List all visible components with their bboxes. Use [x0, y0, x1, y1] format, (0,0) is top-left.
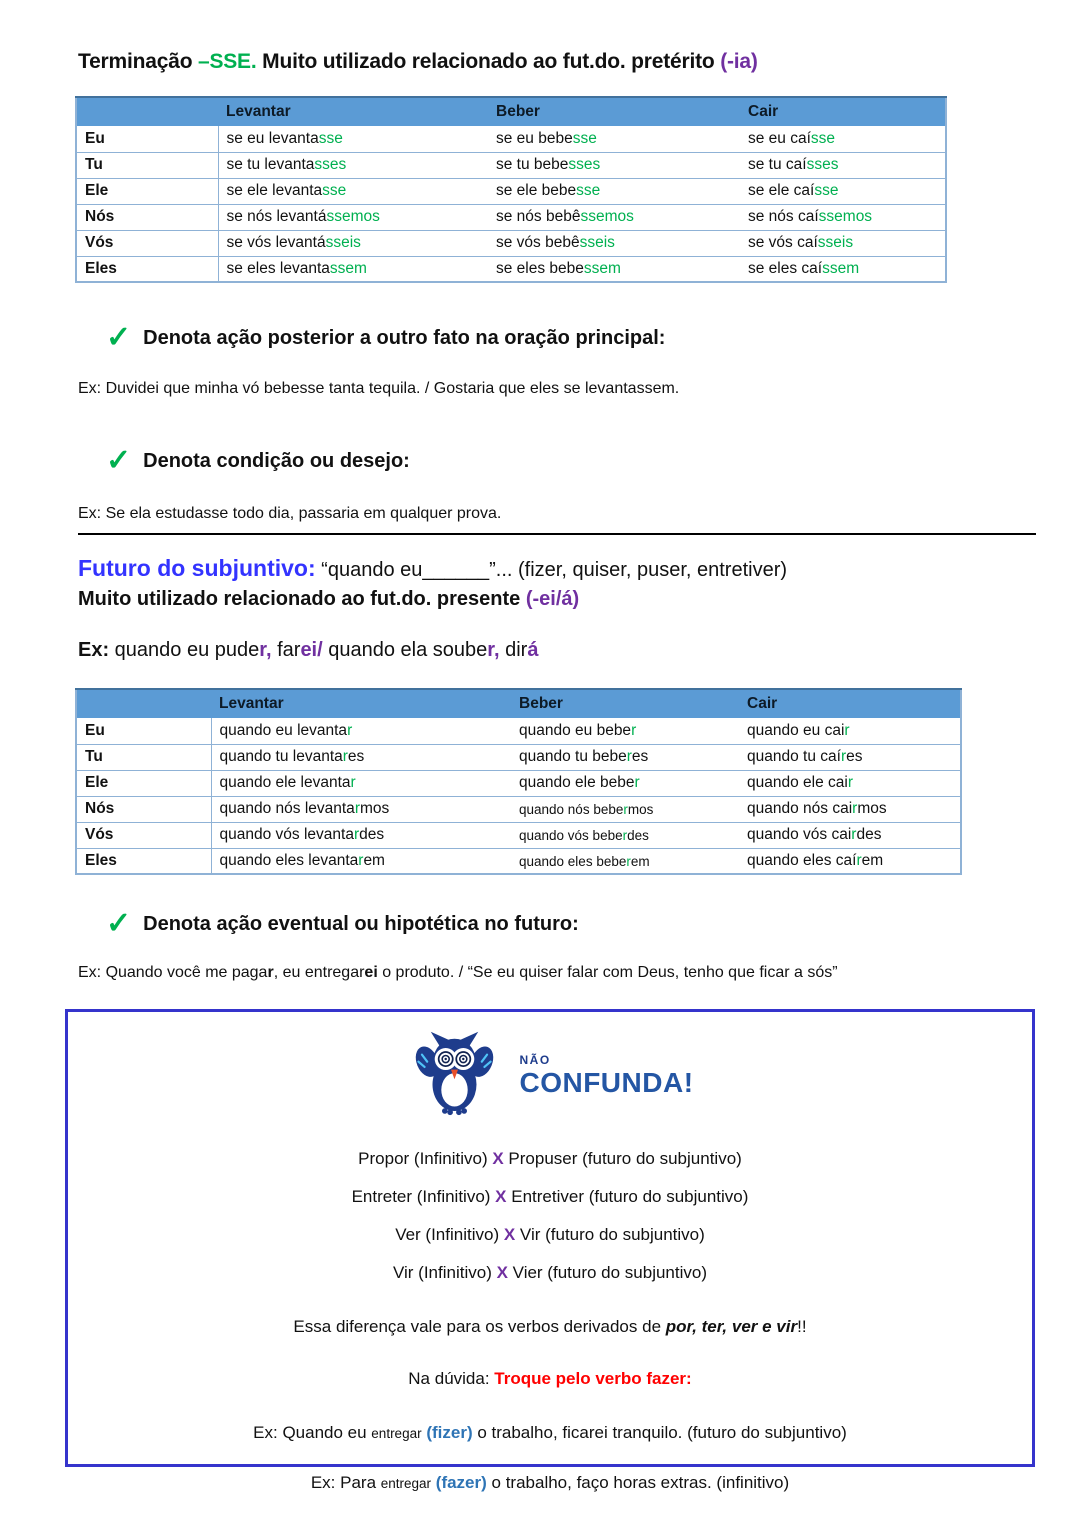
text-run: Ex: Quando você me paga: [78, 964, 268, 982]
text-run: ssem: [329, 259, 367, 277]
text-run: r: [840, 748, 847, 766]
futuro-conjugation-table: [75, 688, 960, 875]
text-run: !!: [797, 1316, 807, 1336]
text-run: ei: [364, 964, 378, 982]
example-sentence-3: [78, 639, 1080, 662]
text-run: r: [634, 774, 640, 792]
text-run: Vir (Infinitivo): [392, 1262, 497, 1282]
text-run: o trabalho, faço horas extras. (infinitivo): [486, 1472, 790, 1492]
text-run: (fazer): [435, 1472, 487, 1492]
text-run: sse: [810, 129, 836, 147]
section-title-futuro-subjuntivo: [78, 553, 1080, 584]
conjugation-cell: [488, 256, 740, 282]
nao-confunda-logo: [68, 1030, 1032, 1123]
conjugation-cell: [511, 744, 739, 770]
sse-conjugation-table: [75, 96, 945, 283]
column-header: Levantar: [211, 689, 511, 718]
text-run: r: [354, 800, 360, 818]
conjugation-cell: [488, 230, 740, 256]
column-header: Beber: [511, 689, 739, 718]
conjugation-cell: [739, 822, 961, 848]
table-row: [76, 230, 946, 256]
text-run: Ex: Para: [310, 1472, 381, 1492]
conjugation-cell: [739, 796, 961, 822]
text-run: se nós caí: [748, 208, 819, 225]
text-run: sse: [572, 129, 597, 147]
text-run: Na dúvida:: [408, 1368, 495, 1388]
column-header-empty: [76, 689, 211, 718]
conjugation-cell: [488, 152, 740, 178]
text-run: sses: [314, 156, 347, 173]
text-run: entregar: [371, 1425, 422, 1441]
table-row: [76, 152, 946, 178]
bullet-point-2: [106, 446, 1080, 476]
comparison-row: [68, 1263, 1032, 1283]
conjugation-table: [75, 96, 947, 283]
conjugation-cell: [488, 204, 740, 230]
text-run: entregar: [380, 1475, 432, 1491]
section-divider: [78, 533, 1036, 535]
pronoun-cell: Nós: [76, 796, 211, 822]
text-run: r: [851, 826, 857, 844]
text-run: (-ia): [720, 50, 758, 73]
logo-line-nao: NÃO: [519, 1053, 551, 1068]
text-run: es: [846, 748, 863, 766]
text-run: ssem: [583, 259, 621, 277]
example-sentence-1: Ex: Duvidei que minha vó bebesse tanta tequila. / Gostaria que eles se levantassem.: [78, 380, 680, 397]
text-run: se nós levantá: [226, 208, 327, 225]
pronoun-cell: Eles: [76, 256, 218, 282]
column-header: Cair: [739, 689, 961, 718]
text-run: r: [852, 800, 858, 818]
conjugation-cell: [211, 822, 511, 848]
conjugation-cell: [740, 126, 946, 152]
conjugation-cell: [211, 718, 511, 744]
section-title-sse: [78, 50, 1080, 74]
text-run: far: [271, 639, 301, 662]
conjugation-cell: [740, 152, 946, 178]
text-run: Essa diferença vale para os verbos derivados de: [293, 1316, 666, 1336]
text-run: r: [623, 801, 628, 817]
comparison-row: [68, 1187, 1032, 1207]
text-run: des: [359, 826, 385, 844]
conjugation-cell: [511, 848, 739, 874]
text-run: o trabalho, ficarei tranquilo. (futuro do subjuntivo): [472, 1422, 847, 1442]
text-run: quando eu bebe: [519, 722, 632, 740]
text-run: mos: [359, 800, 390, 818]
table-row: [76, 126, 946, 152]
text-run: quando eu levanta: [219, 722, 348, 740]
pronoun-cell: Vós: [76, 822, 211, 848]
text-run: r: [631, 722, 637, 740]
text-run: se vós bebê: [496, 234, 580, 251]
text-run: Ex:: [78, 639, 110, 662]
table-row: [76, 848, 961, 874]
text-run: o produto. / “Se eu quiser falar com Deus, tenho que ficar a sós”: [377, 964, 838, 982]
text-run: Ex: Quando eu: [253, 1422, 372, 1442]
conjugation-cell: [739, 718, 961, 744]
text-run: se vós caí: [748, 234, 818, 251]
example-sentence-2: Ex: Se ela estudasse todo dia, passaria em qualquer prova.: [78, 505, 502, 523]
conjugation-cell: [211, 744, 511, 770]
pronoun-cell: Nós: [76, 204, 218, 230]
tip-line: [68, 1369, 1032, 1389]
text-run: sse: [318, 129, 343, 147]
table-row: [76, 204, 946, 230]
text-run: quando eles bebe: [519, 853, 627, 869]
text-run: quando tu caí: [747, 748, 841, 766]
text-run: quando nós bebe: [519, 801, 624, 817]
text-run: se eles bebe: [496, 259, 584, 277]
text-run: r: [626, 853, 631, 869]
pronoun-cell: Eles: [76, 848, 211, 874]
pronoun-cell: Ele: [76, 770, 211, 796]
text-run: se eles levanta: [226, 259, 330, 277]
table-row: [76, 178, 946, 204]
table-header-row: [76, 689, 961, 718]
text-run: se eu caí: [748, 129, 811, 147]
text-run: r: [350, 774, 356, 792]
text-run: X: [492, 1148, 504, 1168]
conjugation-cell: [740, 256, 946, 282]
conjugation-cell: [218, 230, 488, 256]
pronoun-cell: Ele: [76, 178, 218, 204]
text-run: des: [856, 826, 882, 844]
conjugation-cell: [739, 744, 961, 770]
text-run: X: [495, 1186, 507, 1206]
text-run: quando eu cai: [747, 722, 845, 740]
text-run: se ele caí: [748, 182, 815, 199]
pronoun-cell: Tu: [76, 744, 211, 770]
text-run: se ele levanta: [226, 182, 323, 199]
text-run: quando tu levanta: [219, 748, 343, 766]
text-run: (-ei/á): [525, 588, 580, 611]
conjugation-table: [75, 688, 962, 875]
text-run: r,: [487, 639, 500, 662]
text-run: quando eles caí: [747, 852, 857, 870]
column-header-empty: [76, 97, 218, 126]
text-run: sse: [322, 182, 347, 199]
conjugation-cell: [511, 770, 739, 796]
text-run: des: [627, 827, 649, 843]
text-run: se eu levanta: [226, 129, 319, 147]
text-run: sse: [576, 182, 601, 199]
text-run: quando eu pude: [109, 639, 260, 662]
box-example-2: [68, 1473, 1032, 1493]
text-run: r: [622, 827, 628, 843]
conjugation-cell: [740, 230, 946, 256]
text-run: Entreter (Infinitivo): [351, 1186, 496, 1206]
bullet-point-label: Denota condição ou desejo:: [143, 449, 410, 472]
pronoun-cell: Eu: [76, 718, 211, 744]
text-run: sseis: [579, 234, 615, 251]
table-row: [76, 796, 961, 822]
text-run: sseis: [325, 234, 361, 251]
logo-line-confunda: CONFUNDA!: [519, 1067, 694, 1099]
conjugation-cell: [739, 848, 961, 874]
text-run: se tu bebe: [496, 156, 569, 173]
bullet-point-3: [106, 909, 1080, 939]
bullet-point-1: [106, 323, 1080, 353]
pronoun-cell: Eu: [76, 126, 218, 152]
conjugation-cell: [740, 204, 946, 230]
text-run: quando eles levanta: [219, 852, 359, 870]
conjugation-cell: [211, 770, 511, 796]
pronoun-cell: Tu: [76, 152, 218, 178]
text-run: X: [496, 1262, 508, 1282]
table-row: [76, 744, 961, 770]
text-run: es: [347, 748, 365, 766]
nao-confunda-box: [65, 1009, 1035, 1492]
text-run: quando vós cai: [747, 826, 852, 844]
text-run: Propuser (futuro do subjuntivo): [503, 1148, 742, 1168]
text-run: Propor (Infinitivo): [358, 1148, 493, 1168]
conjugation-cell: [739, 770, 961, 796]
conjugation-cell: [211, 796, 511, 822]
conjugation-cell: [488, 178, 740, 204]
text-run: r: [626, 748, 632, 766]
text-run: quando nós cai: [747, 800, 853, 818]
conjugation-cell: [488, 126, 740, 152]
derived-verbs-note: [68, 1317, 1032, 1337]
text-run: á: [527, 639, 539, 662]
futuro-subtitle: [78, 586, 1080, 613]
conjugation-cell: [218, 178, 488, 204]
check-icon: ✓: [106, 321, 132, 354]
comparison-list: [68, 1149, 1032, 1283]
text-run: quando tu bebe: [519, 748, 627, 766]
text-run: quando nós levanta: [219, 800, 355, 818]
text-run: Muito utilizado relacionado ao fut.do. presente: [78, 588, 526, 611]
bullet-point-label: Denota ação eventual ou hipotética no futuro:: [143, 912, 579, 935]
conjugation-cell: [740, 178, 946, 204]
table-row: [76, 256, 946, 282]
table-row: [76, 770, 961, 796]
text-run: se eu bebe: [496, 129, 573, 147]
conjugation-cell: [211, 848, 511, 874]
conjugation-cell: [218, 152, 488, 178]
table-header-row: [76, 97, 946, 126]
conjugation-cell: [218, 126, 488, 152]
text-run: ssemos: [818, 208, 873, 225]
text-run: mos: [627, 801, 654, 817]
text-run: Vier (futuro do subjuntivo): [507, 1262, 708, 1282]
example-sentence-4: [78, 963, 1080, 982]
text-run: quando ele cai: [747, 774, 848, 792]
text-run: sses: [568, 156, 601, 173]
text-run: r: [353, 826, 360, 844]
column-header: Cair: [740, 97, 946, 126]
text-run: (fizer): [426, 1422, 473, 1442]
text-run: sse: [814, 182, 839, 199]
text-run: Vir (futuro do subjuntivo): [515, 1224, 705, 1244]
column-header: Beber: [488, 97, 740, 126]
text-run: r: [342, 748, 348, 766]
box-example-1: [68, 1423, 1032, 1443]
table-row: [76, 822, 961, 848]
text-run: por, ter, ver e vir: [665, 1316, 798, 1336]
text-run: se ele bebe: [496, 182, 577, 199]
text-run: r: [358, 852, 364, 870]
text-run: mos: [857, 800, 887, 818]
conjugation-cell: [511, 822, 739, 848]
conjugation-cell: [511, 718, 739, 744]
text-run: dir: [499, 639, 528, 662]
text-run: se nós bebê: [496, 208, 581, 225]
text-run: ei/: [300, 639, 323, 662]
conjugation-cell: [218, 256, 488, 282]
text-run: Muito utilizado relacionado ao fut.do. pretérito: [256, 50, 721, 73]
owl-icon: [406, 1030, 503, 1123]
text-run: quando ele bebe: [519, 774, 635, 792]
text-run: r: [847, 774, 854, 792]
text-run: Entretiver (futuro do subjuntivo): [506, 1186, 749, 1206]
text-run: ssem: [822, 259, 860, 277]
text-run: Terminação: [78, 50, 198, 73]
comparison-row: [68, 1225, 1032, 1245]
text-run: Troque pelo verbo fazer:: [494, 1368, 692, 1388]
text-run: em: [861, 852, 884, 870]
pronoun-cell: Vós: [76, 230, 218, 256]
text-run: , eu entregar: [273, 964, 365, 982]
nao-confunda-wordmark: [519, 1053, 693, 1099]
text-run: quando ela soube: [322, 639, 488, 662]
column-header: Levantar: [218, 97, 488, 126]
text-run: ssemos: [326, 208, 380, 225]
text-run: r: [347, 722, 353, 740]
text-run: quando vós levanta: [219, 826, 354, 844]
text-run: sses: [806, 156, 839, 173]
comparison-row: [68, 1149, 1032, 1169]
text-run: Ver (Infinitivo): [395, 1224, 504, 1244]
text-run: se tu levanta: [226, 156, 315, 173]
text-run: em: [363, 852, 385, 870]
text-run: Futuro do subjuntivo:: [78, 555, 316, 582]
bullet-point-label: Denota ação posterior a outro fato na oração principal:: [143, 326, 666, 349]
text-run: se tu caí: [748, 156, 807, 173]
text-run: “quando eu______”... (fizer, quiser, puser, entretiver): [315, 559, 788, 582]
text-run: –SSE.: [197, 50, 257, 73]
text-run: sseis: [817, 234, 854, 251]
text-run: se vós levantá: [226, 234, 326, 251]
text-run: quando ele levanta: [219, 774, 351, 792]
text-run: r,: [259, 639, 272, 662]
check-icon: ✓: [106, 907, 132, 941]
text-run: se eles caí: [748, 259, 823, 277]
table-row: [76, 718, 961, 744]
text-run: es: [631, 748, 649, 766]
check-icon: ✓: [106, 444, 132, 478]
text-run: r: [267, 964, 274, 982]
text-run: r: [844, 722, 850, 740]
text-run: em: [630, 853, 650, 869]
text-run: r: [856, 852, 862, 870]
text-run: X: [503, 1224, 516, 1244]
conjugation-cell: [511, 796, 739, 822]
text-run: quando vós bebe: [519, 827, 623, 843]
text-run: ssemos: [580, 208, 634, 225]
conjugation-cell: [218, 204, 488, 230]
